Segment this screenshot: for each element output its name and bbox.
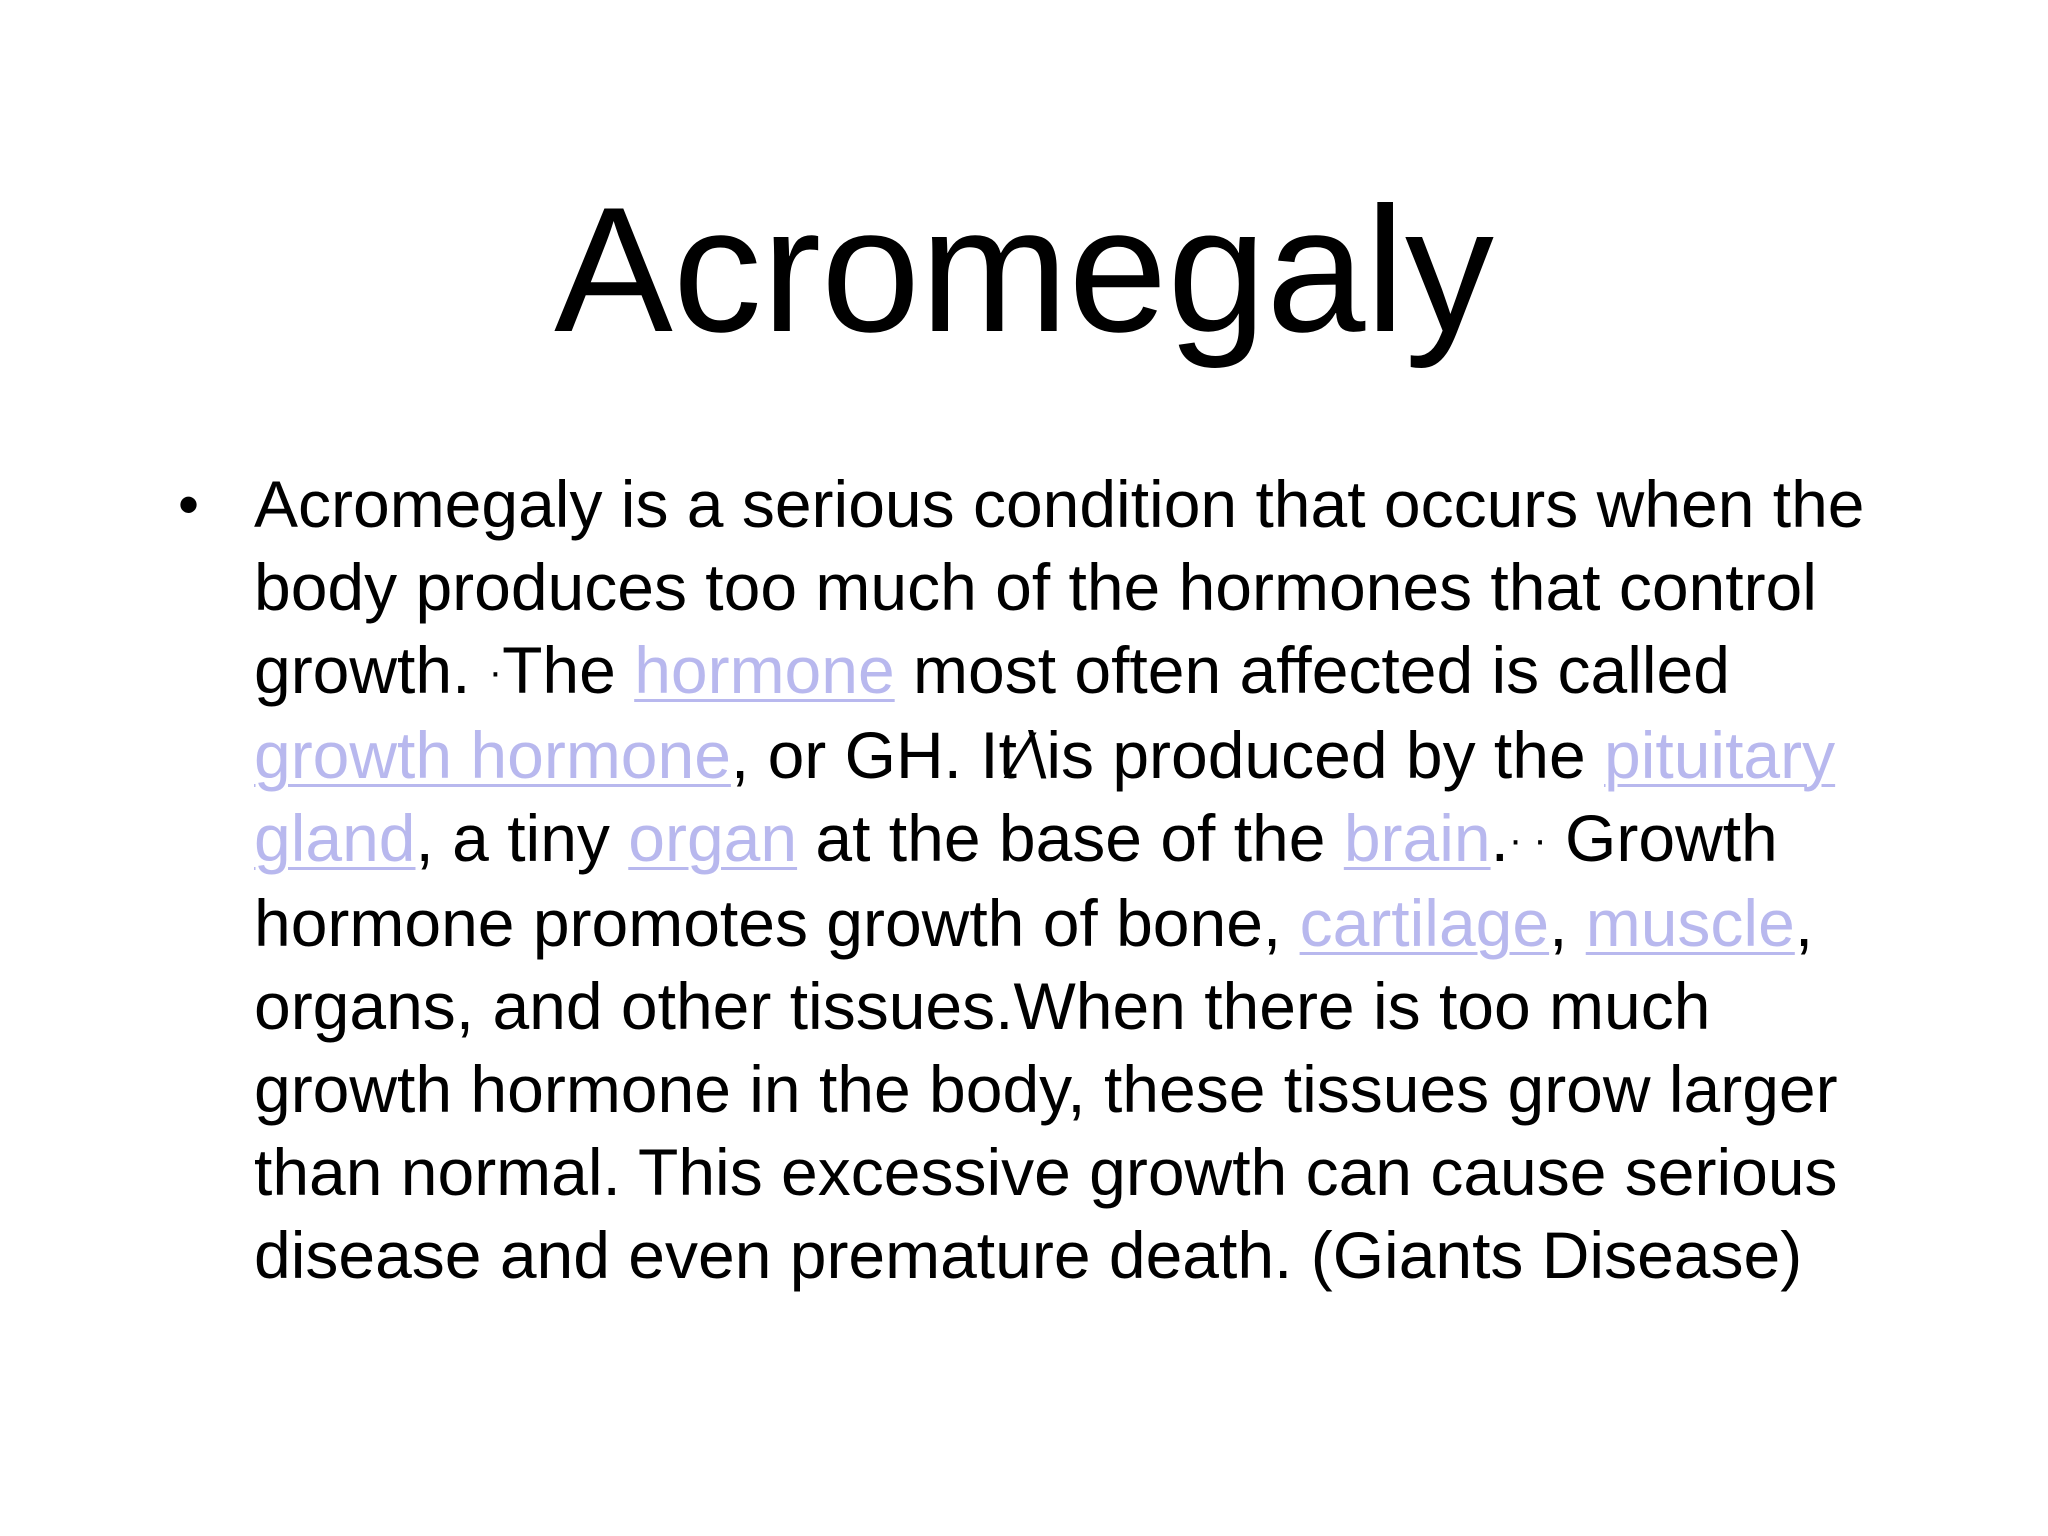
text-artifact: · · (1508, 818, 1547, 862)
link-cartilage[interactable]: cartilage (1299, 886, 1550, 960)
bullet-item (170, 463, 1930, 1297)
link-growth-hormone[interactable]: growth hormone (254, 718, 731, 792)
text-run: is produced by the (1046, 718, 1605, 792)
bullet-icon: • (178, 471, 200, 538)
text-run: Acromegaly is a serious condition that occurs when the body produces too much of the hormones that control growth. (254, 467, 1865, 707)
text-run: , organs, and other tissues.When there is too much growth hormone in the body, these tissues grow larger than normal. This excessive growth can cause serious disease and even premature death. (Giants Disease) (254, 886, 1838, 1292)
slide-title: Acromegaly (554, 170, 1494, 369)
link-organ[interactable]: organ (628, 801, 798, 875)
text-run: , a tiny (415, 801, 629, 875)
text-run: , (1549, 886, 1586, 960)
link-hormone[interactable]: hormone (634, 633, 895, 707)
text-artifact: ⁄\ (1016, 718, 1047, 792)
text-run: . (1490, 801, 1509, 875)
text-run: at the base of the (797, 801, 1344, 875)
slide-body (170, 463, 1930, 1297)
text-run: , or GH. It (730, 718, 1017, 792)
link-brain[interactable]: brain (1343, 801, 1491, 875)
text-run: Growth hormone promotes growth of bone, (254, 801, 1778, 960)
link-muscle[interactable]: muscle (1585, 886, 1795, 960)
text-run: most often affected is called (894, 633, 1730, 707)
text-run: The (502, 633, 635, 707)
bullet-paragraph (254, 463, 1914, 1297)
text-artifact: · (488, 650, 503, 694)
link-pituitary-gland[interactable]: pituitary gland (254, 718, 1836, 875)
